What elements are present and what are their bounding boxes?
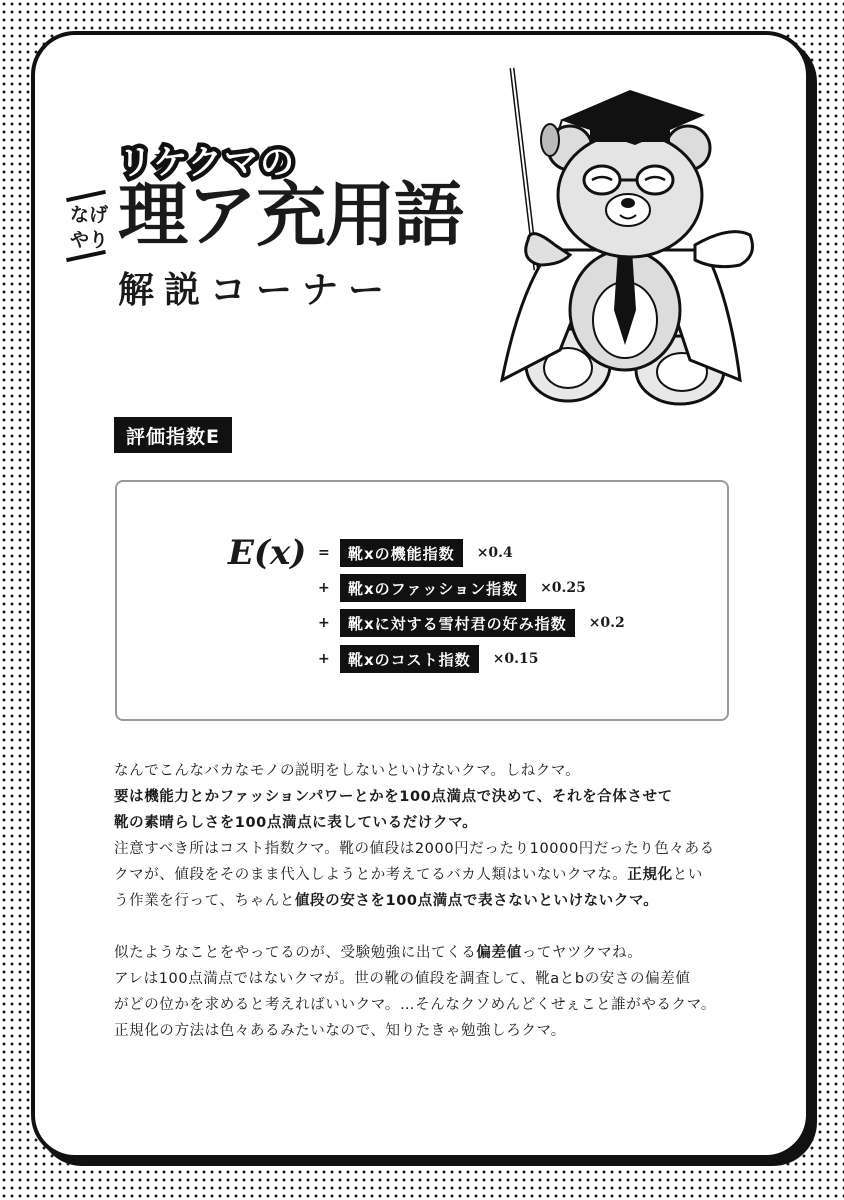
formula-term: 靴xのファッション指数	[340, 574, 526, 602]
title-bottom: 解説コーナー	[118, 270, 395, 311]
formula-term-row	[318, 574, 586, 602]
formula-operator: =	[318, 545, 330, 561]
title-side-line1: なげ	[70, 204, 109, 226]
main-title: 理ア充用語	[118, 174, 463, 256]
bear-professor-illustration	[490, 60, 760, 410]
section-tag: 評価指数E	[114, 417, 232, 453]
formula-lhs: E(x)	[228, 533, 307, 573]
text-line: アレは100点満点ではないクマが。世の靴の値段を調査して、靴aとbの安さの偏差値	[114, 971, 691, 987]
text-line: 要は機能力とかファッションパワーとかを100点満点で決めて、それを合体させて	[114, 789, 673, 805]
formula-term-row	[318, 645, 539, 673]
emphasis-text: 正規化	[627, 867, 673, 883]
text-span: クマが、値段をそのまま代入しようとか考えてるバカ人類はいないクマな。	[114, 867, 628, 883]
formula-coefficient: ×0.25	[540, 580, 586, 596]
formula-operator: +	[318, 615, 330, 631]
formula-term-row	[318, 609, 625, 637]
title-side-line2: やり	[70, 229, 109, 251]
text-span: とい	[672, 867, 703, 883]
title-subtitle: リケクマの	[118, 143, 296, 183]
formula-term: 靴xに対する雪村君の好み指数	[340, 609, 575, 637]
text-span: う作業を行って、ちゃんと	[114, 893, 295, 909]
text-line	[114, 888, 744, 914]
formula-operator: +	[318, 651, 330, 667]
text-line	[114, 940, 744, 966]
explanation-paragraph-1	[114, 758, 744, 914]
formula-term: 靴xの機能指数	[340, 539, 463, 567]
text-line: 注意すべき所はコスト指数クマ。靴の値段は2000円だったり10000円だったり色々ある	[114, 841, 715, 857]
formula-coefficient: ×0.2	[588, 615, 625, 631]
text-line: がどの位かを求めると考えればいいクマ。…そんなクソめんどくせぇこと誰がやるクマ。	[114, 997, 716, 1013]
formula-coefficient: ×0.4	[476, 545, 513, 561]
text-span: ってヤツクマね。	[521, 945, 643, 961]
formula-coefficient: ×0.15	[492, 651, 539, 667]
emphasis-text: 偏差値	[476, 945, 522, 961]
explanation-paragraph-2	[114, 940, 744, 1044]
emphasis-text: 値段の安さを100点満点で表さないといけないクマ。	[294, 893, 659, 909]
title-side-label	[64, 192, 112, 262]
formula-operator: +	[318, 580, 330, 596]
text-line	[114, 862, 744, 888]
text-span: 似たようなことをやってるのが、受験勉強に出てくる	[114, 945, 477, 961]
formula-term-row	[318, 539, 513, 567]
text-line: 正規化の方法は色々あるみたいなので、知りたきゃ勉強しろクマ。	[114, 1023, 566, 1039]
text-line: なんでこんなバカなモノの説明をしないといけないクマ。しねクマ。	[114, 763, 581, 779]
formula-term: 靴xのコスト指数	[340, 645, 479, 673]
text-line: 靴の素晴らしさを100点満点に表しているだけクマ。	[114, 815, 478, 831]
